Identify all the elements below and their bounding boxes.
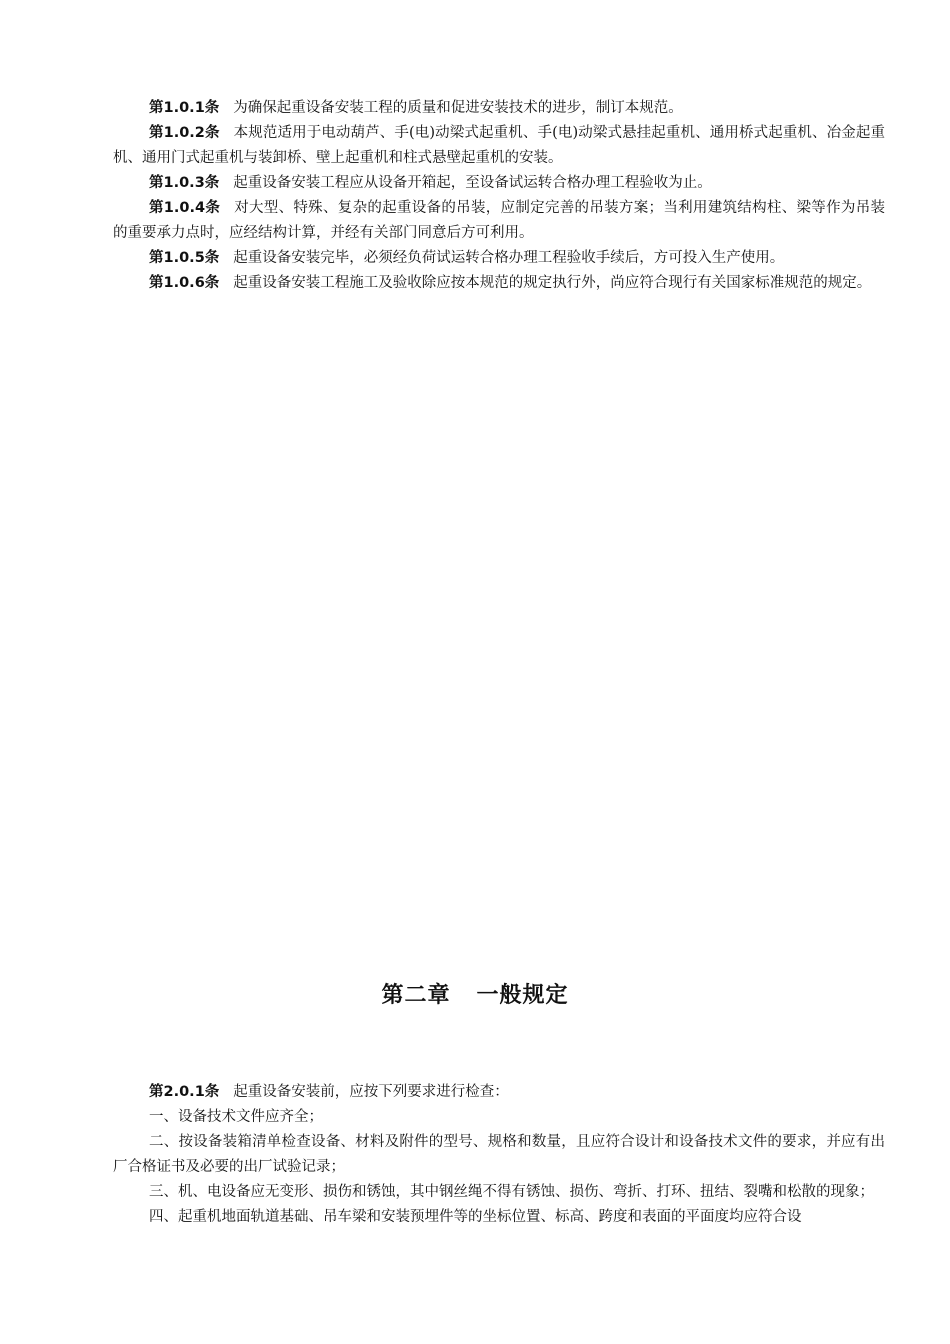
article-label: 第1.0.6条 <box>149 275 220 291</box>
chapter-2-articles <box>113 1080 885 1230</box>
article-text: 对大型、特殊、复杂的起重设备的吊装，应制定完善的吊装方案；当利用建筑结构柱、梁等作为吊装的重要承力点时，应经结构计算，并经有关部门同意后方可利用。 <box>113 200 885 241</box>
chapter-number: 第二章 <box>381 983 451 1008</box>
article-text: 起重设备安装前，应按下列要求进行检查： <box>233 1084 509 1100</box>
list-item: 三、机、电设备应无变形、损伤和锈蚀，其中钢丝绳不得有锈蚀、损伤、弯折、打环、扭结、裂嘴和松散的现象； <box>149 1184 874 1200</box>
article-1-0-4 <box>113 196 885 246</box>
article-text: 起重设备安装工程施工及验收除应按本规范的规定执行外，尚应符合现行有关国家标准规范的规定。 <box>233 275 872 291</box>
list-item: 一、设备技术文件应齐全； <box>149 1109 323 1125</box>
article-1-0-2 <box>113 121 885 171</box>
article-label: 第1.0.3条 <box>149 175 220 191</box>
article-label: 第1.0.4条 <box>149 200 221 216</box>
chapter-title-text: 一般规定 <box>476 983 569 1008</box>
article-label: 第1.0.2条 <box>149 125 220 141</box>
article-1-0-1 <box>113 96 885 121</box>
article-1-0-3 <box>113 171 885 196</box>
article-label: 第1.0.5条 <box>149 250 220 266</box>
article-label: 第1.0.1条 <box>149 100 220 116</box>
list-item: 二、按设备装箱清单检查设备、材料及附件的型号、规格和数量，且应符合设计和设备技术文件的要求，并应有出厂合格证书及必要的出厂试验记录； <box>113 1134 885 1175</box>
list-item: 四、起重机地面轨道基础、吊车梁和安装预埋件等的坐标位置、标高、跨度和表面的平面度均应符合设 <box>149 1209 802 1225</box>
article-text: 为确保起重设备安装工程的质量和促进安装技术的进步，制订本规范。 <box>233 100 683 116</box>
article-2-0-1 <box>113 1080 885 1105</box>
article-1-0-6 <box>113 271 885 296</box>
article-1-0-5 <box>113 246 885 271</box>
article-text: 起重设备安装工程应从设备开箱起，至设备试运转合格办理工程验收为止。 <box>233 175 712 191</box>
chapter-2-heading <box>0 978 950 1009</box>
article-text: 起重设备安装完毕，必须经负荷试运转合格办理工程验收手续后，方可投入生产使用。 <box>233 250 785 266</box>
article-text: 本规范适用于电动葫芦、手(电)动梁式起重机、手(电)动梁式悬挂起重机、通用桥式起重机、冶金起重机、通用门式起重机与装卸桥、壁上起重机和柱式悬壁起重机的安装。 <box>113 125 886 166</box>
chapter-1-articles <box>113 96 885 296</box>
article-label: 第2.0.1条 <box>149 1084 220 1100</box>
